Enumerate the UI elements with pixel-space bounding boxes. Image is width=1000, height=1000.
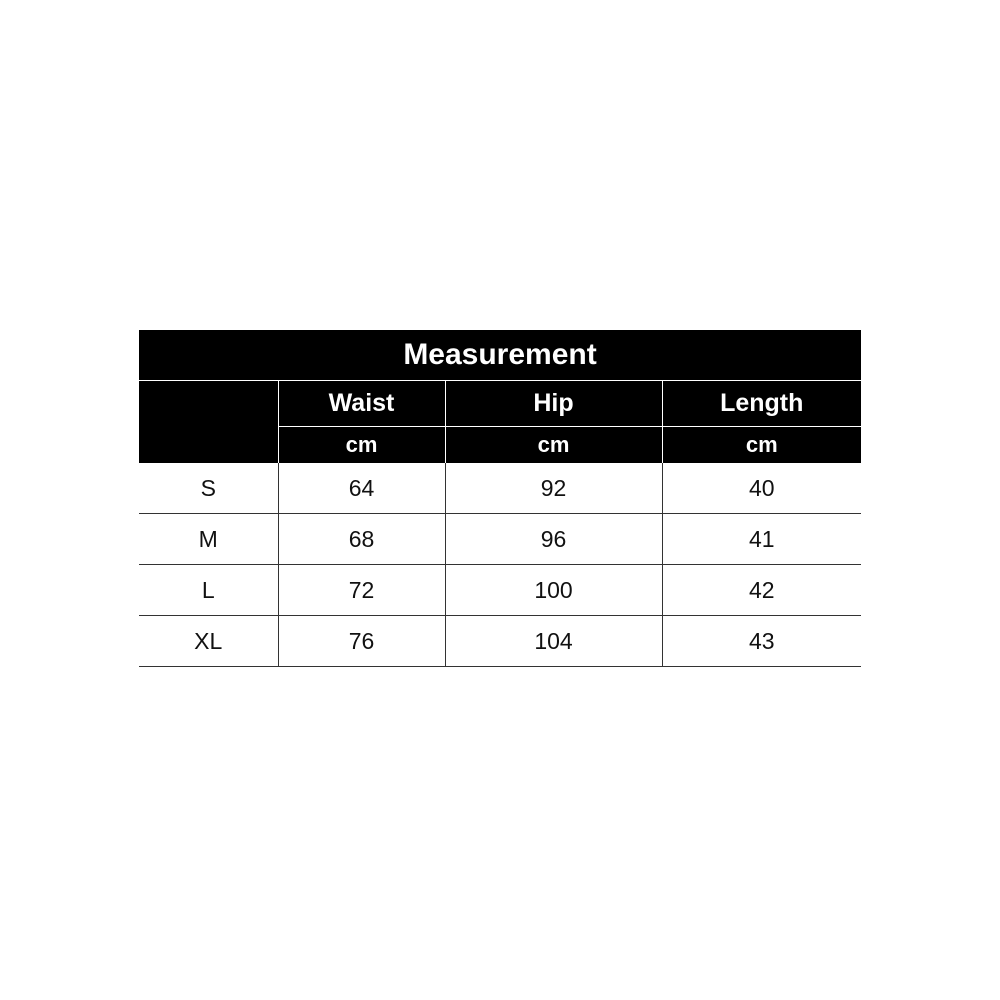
column-header-waist: Waist: [278, 381, 445, 427]
size-chart-table: [139, 330, 861, 667]
unit-length: cm: [662, 427, 861, 464]
unit-hip: cm: [445, 427, 662, 464]
table-row: [139, 514, 861, 565]
waist-value: 72: [278, 565, 445, 616]
length-value: 42: [662, 565, 861, 616]
title-row: [139, 330, 861, 381]
unit-waist: cm: [278, 427, 445, 464]
column-name-row: [139, 381, 861, 427]
size-label: S: [139, 463, 278, 514]
column-header-hip: Hip: [445, 381, 662, 427]
length-value: 43: [662, 616, 861, 667]
size-label: XL: [139, 616, 278, 667]
corner-cell: [139, 381, 278, 464]
hip-value: 100: [445, 565, 662, 616]
size-label: L: [139, 565, 278, 616]
hip-value: 96: [445, 514, 662, 565]
length-value: 41: [662, 514, 861, 565]
waist-value: 68: [278, 514, 445, 565]
table-row: [139, 463, 861, 514]
table-row: [139, 565, 861, 616]
table-title: Measurement: [139, 330, 861, 381]
waist-value: 64: [278, 463, 445, 514]
hip-value: 92: [445, 463, 662, 514]
waist-value: 76: [278, 616, 445, 667]
size-label: M: [139, 514, 278, 565]
table-row: [139, 616, 861, 667]
column-header-length: Length: [662, 381, 861, 427]
hip-value: 104: [445, 616, 662, 667]
length-value: 40: [662, 463, 861, 514]
